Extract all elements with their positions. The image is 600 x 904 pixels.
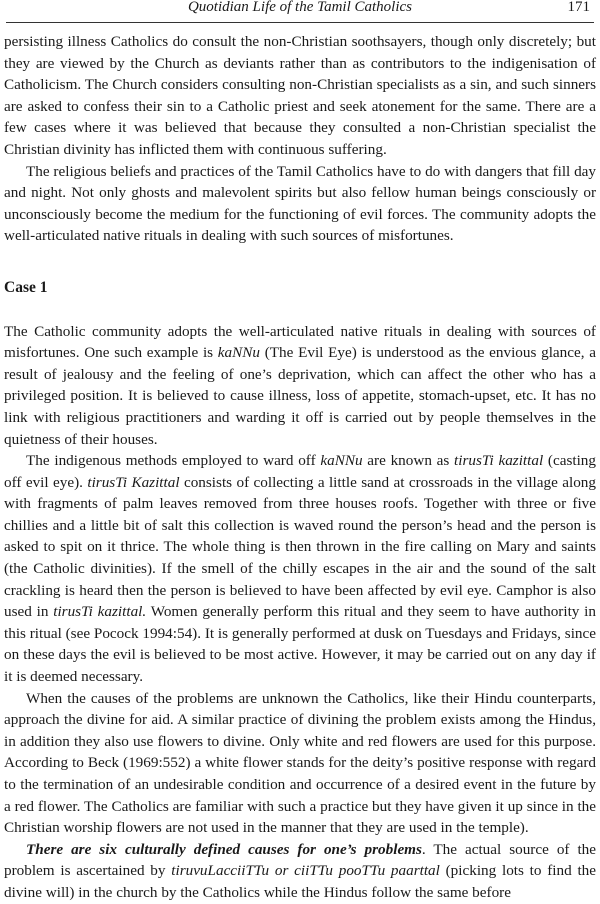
paragraph-6 [4,839,596,904]
header-rule [6,22,594,23]
paragraph-1: persisting illness Catholics do consult the non-Christian soothsayers, though only discretely; but they are viewed by the Church as deviants rather than as contributors to the indigenisation of Catholicism. The Church considers consulting non-Christian specialists as a sin, and such sinners are asked to confess their sin to a Catholic priest and seek atonement for the same. There are a few cases where it was believed that because they consulted a non-Christian specialist the Christian divinity has inflicted them with continuous suffering. [4,33,596,158]
term-tirusti-kazittal: tirusTi kazittal [454,452,544,470]
term-tirusti-kazittal-2: tirusTi Kazittal [87,473,180,491]
paragraph-4 [4,450,596,688]
case-heading: Case 1 [4,278,48,296]
page-number: 171 [567,0,590,15]
paragraph-2: The religious beliefs and practices of the Tamil Catholics have to do with dangers that fill day and night. Not only ghosts and malevolent spirits but also fellow human beings consciously or unconsciously become the medium for the functioning of evil forces. The community adopts the well-articulated native rituals in dealing with such sources of misfortunes. [4,162,596,245]
paragraph-4-text-a: The indigenous methods employed to ward off [26,452,321,470]
running-head [4,0,596,22]
paragraph-5: When the causes of the problems are unknown the Catholics, like their Hindu counterparts, approach the divine for aid. A similar practice of divining the problem exists among the Hindus, in addition they also use flowers to divine. Only white and red flowers are used for this purpose. According to Beck (1969:552) a white flower stands for the deity’s positive response with regard to the termination of an undesirable condition and occurrence of a desired event in the future by a red flower. The Catholics are familiar with such a practice but they have given it up since in the Christian worship flowers are not used in the manner that they are used in the temple). [4,689,596,837]
paragraph-6-emphasis: There are six culturally defined causes for one’s problems [26,840,422,858]
term-kannu: kaNNu [217,344,260,362]
term-tiruvulacciittu: tiruvuLacciiTTu or ciiTTu pooTTu paarttal [171,862,440,880]
paragraph-4-text-e: Women generally perform this ritual and they seem to have authority in this ritual (see Pocock 1994:54). It is generally performed at dusk on Tuesdays and Fridays, since on these days the evil is believed to be most active. However, it may be carried out on any day if it is deemed necessary. [4,603,596,686]
paragraph-4-text-b: are known as [362,452,455,470]
paragraph-3-text-a: The Catholic community adopts the well-articulated native rituals in dealing with sources of misfortunes. One such example is [4,322,596,362]
paragraph-4-text-d: consists of collecting a little sand at crossroads in the village along with fragments of palm leaves removed from three houses roofs. Together with three or five chillies and a little bit of salt this collection is waved round the person’s head and the person is asked to spit on it thrice. The whole thing is then thrown in the fire calling on Mary and saints (the Catholic divinities). If the smell of the chilly escapes in the air and the sound of the salt crackling is heard then the person is believed to have been affected by evil eye. Camphor is also used in [4,473,596,621]
paragraph-6-text-b: (picking lots to find the divine will) in the church by the Catholics while the Hindus follow the same before [4,862,597,901]
section-gap [4,247,596,277]
term-tirusti-kazittal-3: tirusTi kazittal. [53,603,147,621]
paragraph-3-text-b: (The Evil Eye) is understood as the envious glance, a result of jealousy and the feeling of one’s deprivation, which can affect the other who has a privileged position. It is believed to cause illness, loss of appetite, stomach-upset, etc. It has no link with religious practitioners and warding it off is carried out by people themselves in the quietness of their houses. [4,344,596,448]
running-title: Quotidian Life of the Tamil Catholics [187,0,413,15]
paragraph-3 [4,321,596,451]
paragraph-4-text-c: (casting off evil eye). [4,452,596,491]
term-kannu-2: kaNNu [320,452,363,470]
paragraph-6-text-a: . The actual source of the problem is ascertained by [4,840,596,880]
